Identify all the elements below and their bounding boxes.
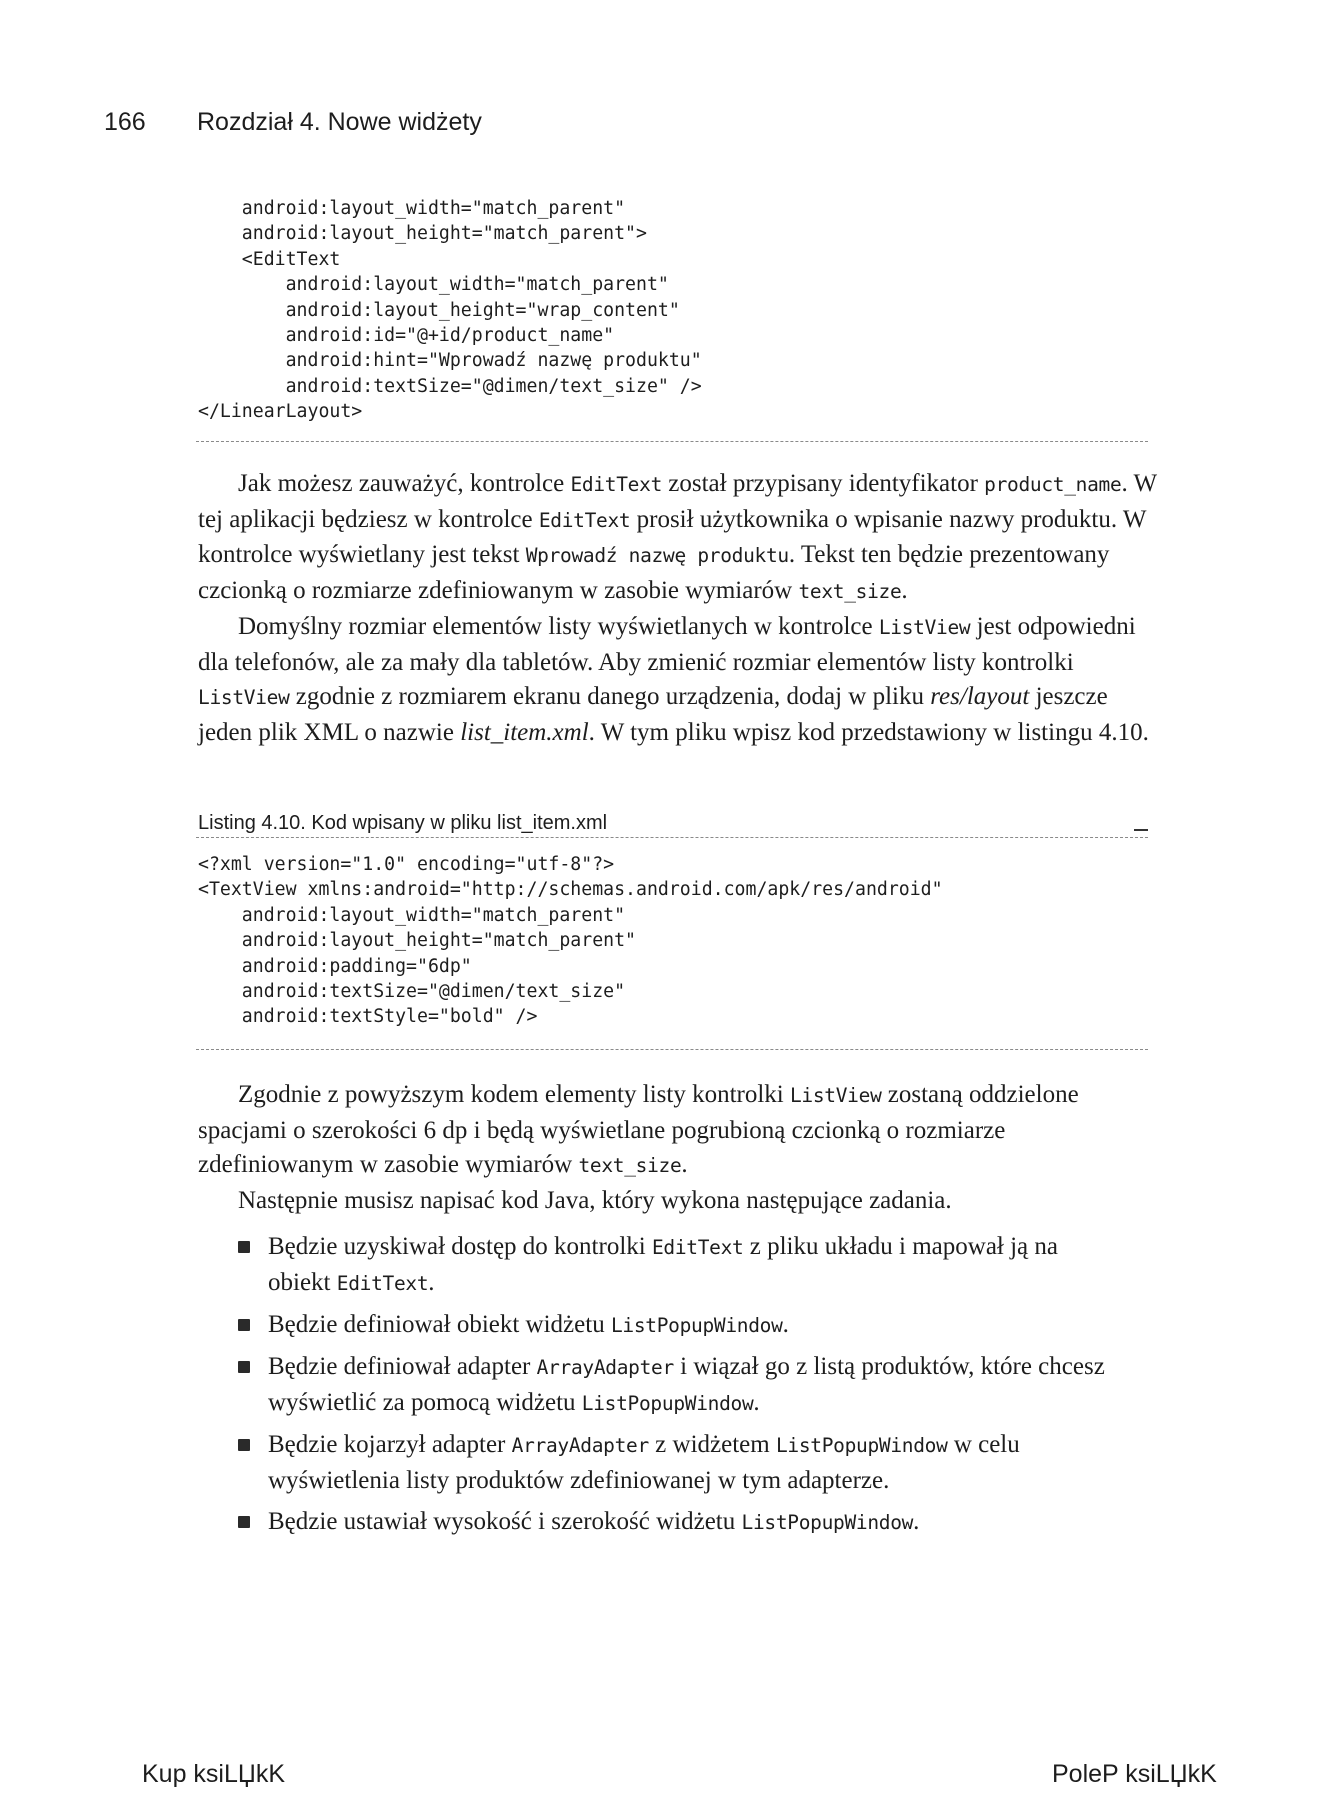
text-run: w celu wyświetlenia listy produktów zdefiniowanej w tym adapterze.	[268, 1431, 1020, 1494]
inline-code: product_name	[984, 473, 1122, 496]
inline-code: ListPopupWindow	[741, 1511, 914, 1534]
square-bullet-icon	[238, 1241, 250, 1253]
code-line: android:layout_height="wrap_content"	[198, 299, 680, 321]
inline-code: ListView	[878, 615, 971, 639]
inline-code: ListView	[789, 1084, 882, 1107]
bullet-item	[236, 1349, 1116, 1421]
code-line: android:layout_height="match_parent">	[198, 223, 647, 245]
paragraph	[198, 610, 1158, 751]
paragraph	[198, 1184, 1158, 1219]
text-run: Będzie ustawiał wysokość i szerokość widżetu	[268, 1508, 742, 1535]
code-line: android:layout_width="match_parent"	[198, 904, 626, 926]
inline-code: text_size	[798, 580, 902, 604]
inline-code: EditText	[538, 508, 631, 532]
code-line: <?xml version="1.0" encoding="utf-8"?>	[198, 854, 615, 875]
italic-text: res/layout	[930, 683, 1030, 711]
text-run: Będzie definiował adapter	[268, 1353, 537, 1380]
text-run: Będzie uzyskiwał dostęp do kontrolki	[268, 1233, 652, 1260]
code-line: </LinearLayout>	[198, 401, 363, 423]
text-run: .	[428, 1269, 435, 1296]
bullet-item	[236, 1307, 1116, 1343]
inline-code: EditText	[651, 1236, 744, 1259]
text-run: Zgodnie z powyższym kodem elementy listy kontrolki	[238, 1081, 790, 1108]
code-line: android:textSize="@dimen/text_size"	[198, 981, 626, 1003]
inline-code: ListView	[198, 686, 290, 710]
italic-text: list_item.xml	[460, 718, 589, 746]
text-run: .	[913, 1508, 920, 1535]
inline-code: EditText	[336, 1272, 429, 1295]
text-run: prosił użytkownika o wpisanie nazwy produktu. W kontrolce wyświetlany jest tekst	[198, 505, 1147, 569]
paragraph	[198, 1078, 1158, 1184]
code-block-divider	[196, 441, 1148, 442]
body-text-section-1	[198, 467, 1158, 751]
listing-bottom-divider	[196, 1049, 1148, 1050]
body-text-section-2	[198, 1078, 1158, 1219]
code-line: android:textStyle="bold" />	[198, 1006, 538, 1028]
running-header	[104, 108, 482, 137]
text-run: został przypisany identyfikator	[662, 470, 985, 497]
code-line: android:layout_width="match_parent"	[198, 198, 626, 219]
footer-recommend-book-link[interactable]: PoleP ksiLЏkK	[1052, 1760, 1217, 1788]
square-bullet-icon	[238, 1361, 250, 1373]
text-run: . W tej aplikacji będziesz w kontrolce	[198, 470, 1157, 533]
inline-code: ListPopupWindow	[581, 1392, 754, 1415]
text-run: zostaną oddzielone spacjami o szerokości 6 dp i będą wyświetlane pogrubioną czcionką o rozmiarze zdefiniowanym w zasobie wymiarów	[198, 1081, 1079, 1179]
page-number: 166	[104, 108, 146, 136]
text-run: . W tym pliku wpisz kod przedstawiony w listingu 4.10.	[588, 718, 1149, 746]
bullet-item	[236, 1504, 1116, 1540]
text-run: z pliku układu i mapował ją na obiekt	[268, 1233, 1059, 1296]
text-run: .	[753, 1389, 760, 1416]
square-bullet-icon	[238, 1319, 250, 1331]
text-run: .	[681, 1151, 688, 1179]
code-block-list-item-xml	[198, 852, 943, 1030]
text-run: jeszcze jeden plik XML o nazwie	[198, 683, 1108, 746]
text-run: z widżetem	[648, 1431, 776, 1458]
listing-top-divider	[196, 837, 1148, 838]
inline-code: Wprowadź nazwę produktu	[525, 544, 789, 568]
task-bullet-list	[236, 1229, 1116, 1546]
chapter-title: Rozdział 4. Nowe widżety	[197, 108, 482, 136]
text-run: Będzie definiował obiekt widżetu	[268, 1311, 611, 1338]
code-line: android:padding="6dp"	[198, 955, 472, 977]
square-bullet-icon	[238, 1439, 250, 1451]
code-line: <EditText	[198, 248, 341, 270]
text-run: jest odpowiedni dla telefonów, ale za mały dla tabletów. Aby zmienić rozmiar elementów listy kontrolki	[198, 612, 1136, 676]
code-line: android:id="@+id/product_name"	[198, 325, 615, 347]
code-line: android:textSize="@dimen/text_size" />	[198, 375, 702, 397]
code-line: <TextView xmlns:android="http://schemas.android.com/apk/res/android"	[198, 879, 943, 901]
code-line: android:layout_height="match_parent"	[198, 930, 636, 952]
code-block-layout-continuation	[198, 196, 702, 425]
text-run: .	[901, 577, 908, 605]
text-run: Będzie kojarzył adapter	[268, 1431, 512, 1458]
inline-code: ListPopupWindow	[775, 1434, 948, 1457]
text-run: i wiązał go z listą produktów, które chcesz wyświetlić za pomocą widżetu	[268, 1353, 1105, 1416]
text-run: Domyślny rozmiar elementów listy wyświetlanych w kontrolce	[238, 612, 879, 640]
code-line: android:hint="Wprowadź nazwę produktu"	[198, 350, 702, 372]
text-run: Następnie musisz napisać kod Java, który wykona następujące zadania.	[238, 1187, 952, 1215]
inline-code: ArrayAdapter	[511, 1434, 649, 1457]
listing-caption: Listing 4.10. Kod wpisany w pliku list_item.xml	[198, 812, 608, 834]
square-bullet-icon	[238, 1516, 250, 1528]
code-line: android:layout_width="match_parent"	[198, 274, 669, 296]
text-run: Jak możesz zauważyć, kontrolce	[238, 470, 571, 497]
inline-code: ListPopupWindow	[610, 1314, 783, 1337]
inline-code: ArrayAdapter	[536, 1356, 674, 1379]
footer-buy-book-link[interactable]: Kup ksiLЏkK	[142, 1760, 286, 1788]
text-run: . Tekst ten będzie prezentowany czcionką o rozmiarze zdefiniowanym w zasobie wymiarów	[198, 541, 1110, 605]
inline-code: EditText	[570, 473, 663, 496]
paragraph	[198, 467, 1158, 610]
bullet-item	[236, 1229, 1116, 1301]
inline-code: text_size	[578, 1154, 682, 1178]
listing-caption-end-mark	[1134, 829, 1148, 831]
bullet-item	[236, 1427, 1116, 1498]
text-run: zgodnie z rozmiarem ekranu danego urządzenia, dodaj w pliku	[289, 683, 931, 711]
text-run: .	[782, 1311, 789, 1338]
